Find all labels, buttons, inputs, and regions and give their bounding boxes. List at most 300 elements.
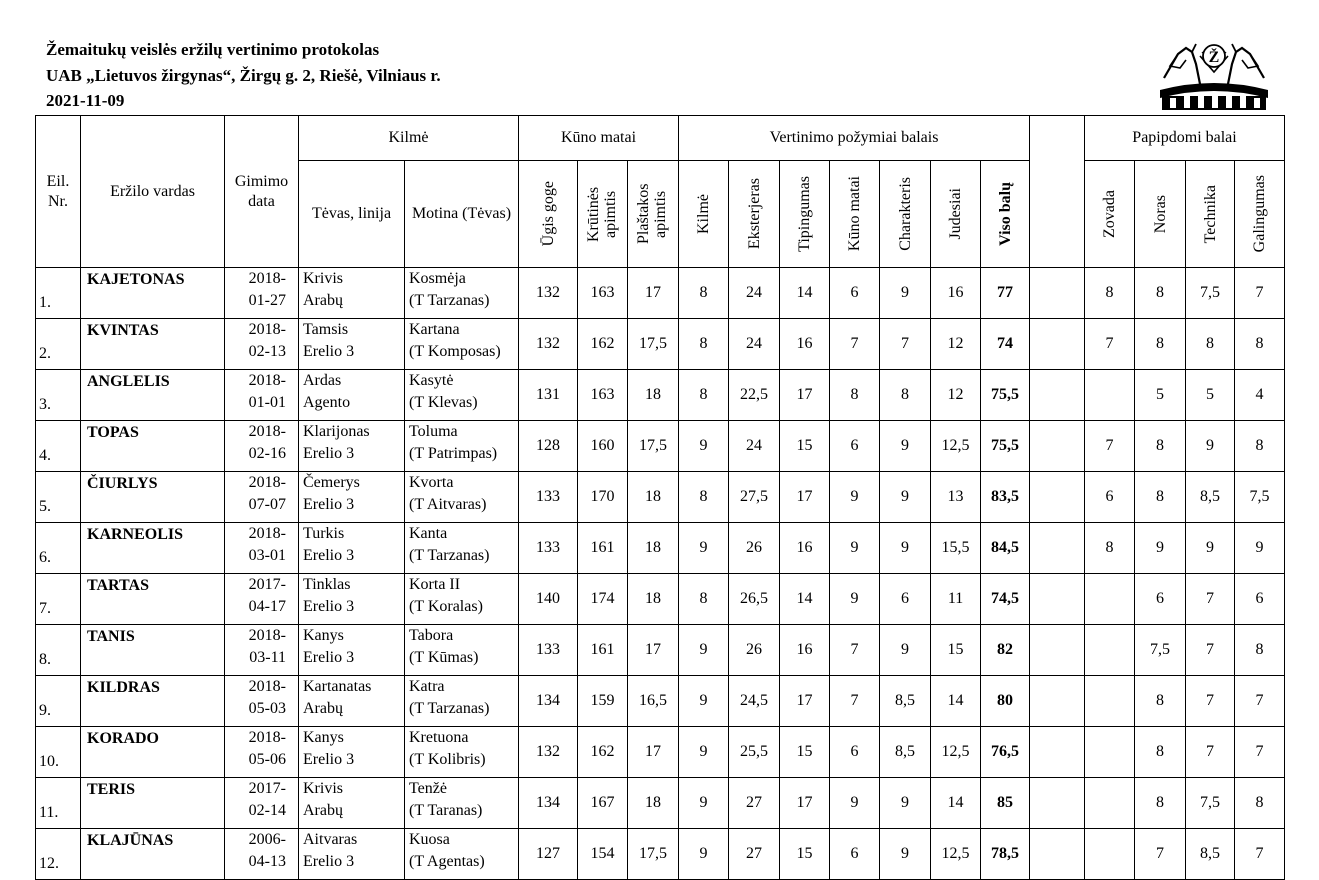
total-score: 76,5 [981, 727, 1030, 778]
stallion-name: TOPAS [81, 421, 225, 472]
col-group-body-measures: Kūno matai [519, 116, 679, 161]
power-score: 8 [1235, 625, 1285, 676]
typicality-score: 15 [780, 829, 830, 880]
mother-sire-line-2: (T Tarzanas) [409, 292, 490, 309]
chest-value: 162 [578, 319, 628, 370]
mother-sire [405, 778, 519, 829]
movement-score: 15,5 [931, 523, 981, 574]
character-score: 9 [880, 625, 931, 676]
zovada-score [1085, 574, 1135, 625]
mother-sire-line-1: Kvorta [409, 474, 454, 491]
zovada-score: 7 [1085, 319, 1135, 370]
height-value: 128 [519, 421, 578, 472]
height-value: 131 [519, 370, 578, 421]
company-address: UAB „Lietuvos žirgynas“, Žirgų g. 2, Riešė, Vilniaus r. [46, 66, 441, 85]
father-line [299, 319, 405, 370]
total-score: 74,5 [981, 574, 1030, 625]
father-line-line-2: Arabų [303, 292, 343, 309]
col-body-measures [830, 161, 880, 268]
movement-score: 12,5 [931, 727, 981, 778]
col-zovada [1085, 161, 1135, 268]
body-score: 7 [830, 319, 880, 370]
chest-value: 159 [578, 676, 628, 727]
empty-cell [1030, 829, 1085, 880]
stallion-name: TANIS [81, 625, 225, 676]
stallion-name: TARTAS [81, 574, 225, 625]
empty-cell [1030, 523, 1085, 574]
exterior-score: 24,5 [729, 676, 780, 727]
father-line-line-2: Erelio 3 [303, 853, 355, 870]
will-score: 8 [1135, 421, 1186, 472]
father-line-line-1: Kartanatas [303, 678, 372, 695]
zovada-score: 7 [1085, 421, 1135, 472]
col-father: Tėvas, linija [299, 161, 405, 268]
col-movement-label: Judesiai [947, 188, 965, 240]
col-eval-origin-label: Kilmė [695, 194, 713, 234]
exterior-score: 22,5 [729, 370, 780, 421]
stallion-name: KLAJŪNAS [81, 829, 225, 880]
exterior-score: 26 [729, 625, 780, 676]
father-line-line-2: Erelio 3 [303, 547, 355, 564]
col-mother: Motina (Tėvas) [405, 161, 519, 268]
birth-date-line-1: 2018- [248, 372, 286, 389]
mother-sire-line-2: (T Kūmas) [409, 649, 479, 666]
birth-date [225, 625, 299, 676]
character-score: 6 [880, 574, 931, 625]
technique-score: 7 [1186, 574, 1235, 625]
row-nr: 5. [36, 472, 81, 523]
character-score: 9 [880, 778, 931, 829]
mother-sire [405, 472, 519, 523]
character-score: 9 [880, 472, 931, 523]
will-score: 7 [1135, 829, 1186, 880]
col-character [880, 161, 931, 268]
father-line [299, 523, 405, 574]
chest-value: 174 [578, 574, 628, 625]
technique-score: 8,5 [1186, 829, 1235, 880]
evaluation-table [35, 115, 1285, 880]
zovada-score: 8 [1085, 523, 1135, 574]
origin-score: 8 [679, 268, 729, 319]
will-score: 8 [1135, 319, 1186, 370]
father-line-line-1: Ardas [303, 372, 342, 389]
wrist-value: 17 [628, 727, 679, 778]
will-score: 8 [1135, 472, 1186, 523]
total-score: 77 [981, 268, 1030, 319]
table-row [36, 268, 1285, 319]
height-value: 132 [519, 319, 578, 370]
movement-score: 16 [931, 268, 981, 319]
father-line-line-2: Agento [303, 394, 351, 411]
zovada-score [1085, 676, 1135, 727]
birth-date-line-1: 2018- [248, 474, 286, 491]
mother-sire-line-1: Tabora [409, 627, 454, 644]
col-group-origin: Kilmė [299, 116, 519, 161]
height-value: 133 [519, 625, 578, 676]
father-line [299, 778, 405, 829]
birth-date [225, 421, 299, 472]
empty-cell [1030, 574, 1085, 625]
empty-cell [1030, 370, 1085, 421]
height-value: 134 [519, 778, 578, 829]
zovada-score [1085, 370, 1135, 421]
stallion-name: KARNEOLIS [81, 523, 225, 574]
row-nr: 4. [36, 421, 81, 472]
birth-date [225, 778, 299, 829]
birth-date-line-1: 2018- [248, 321, 286, 338]
birth-date-line-2: 03-11 [249, 649, 286, 666]
technique-score: 9 [1186, 421, 1235, 472]
col-wrist-label: Plaštakos apimtis [635, 183, 669, 245]
row-nr: 8. [36, 625, 81, 676]
exterior-score: 25,5 [729, 727, 780, 778]
chest-value: 161 [578, 625, 628, 676]
empty-cell [1030, 268, 1085, 319]
will-score: 8 [1135, 778, 1186, 829]
mother-sire-line-1: Kuosa [409, 831, 450, 848]
father-line [299, 370, 405, 421]
mother-sire-line-1: Kasytė [409, 372, 454, 389]
row-nr: 6. [36, 523, 81, 574]
mother-sire-line-1: Kartana [409, 321, 460, 338]
chest-value: 162 [578, 727, 628, 778]
col-group-extra-points: Papipdomi balai [1085, 116, 1285, 161]
height-value: 132 [519, 727, 578, 778]
col-empty [1030, 116, 1085, 268]
total-score: 78,5 [981, 829, 1030, 880]
birth-date-line-1: 2018- [248, 423, 286, 440]
birth-date-line-1: 2018- [248, 729, 286, 746]
col-technique-label: Technika [1201, 184, 1219, 244]
col-chest-label: Krūtinės apimtis [584, 186, 619, 242]
movement-score: 11 [931, 574, 981, 625]
power-score: 8 [1235, 319, 1285, 370]
chest-value: 163 [578, 370, 628, 421]
father-line [299, 574, 405, 625]
typicality-score: 14 [780, 574, 830, 625]
table-row [36, 319, 1285, 370]
origin-score: 8 [679, 472, 729, 523]
col-movement [931, 161, 981, 268]
chest-value: 154 [578, 829, 628, 880]
birth-date-line-1: 2018- [248, 678, 286, 695]
exterior-score: 24 [729, 319, 780, 370]
mother-sire [405, 370, 519, 421]
father-line [299, 625, 405, 676]
birth-date-line-2: 01-27 [248, 292, 286, 309]
origin-score: 8 [679, 319, 729, 370]
father-line [299, 727, 405, 778]
father-line [299, 421, 405, 472]
zovada-score: 8 [1085, 268, 1135, 319]
movement-score: 14 [931, 778, 981, 829]
col-name: Eržilo vardas [81, 116, 225, 268]
mother-sire [405, 676, 519, 727]
col-eval-origin [679, 161, 729, 268]
father-line [299, 829, 405, 880]
father-line-line-1: Kanys [303, 729, 344, 746]
origin-score: 9 [679, 676, 729, 727]
technique-score: 8 [1186, 319, 1235, 370]
movement-score: 15 [931, 625, 981, 676]
wrist-value: 17 [628, 625, 679, 676]
col-power [1235, 161, 1285, 268]
table-row [36, 472, 1285, 523]
body-score: 7 [830, 625, 880, 676]
mother-sire-line-2: (T Aitvaras) [409, 496, 487, 513]
body-score: 9 [830, 778, 880, 829]
birth-date-line-2: 02-13 [248, 343, 286, 360]
row-nr: 11. [36, 778, 81, 829]
mother-sire [405, 523, 519, 574]
mother-sire-line-1: Kosmėja [409, 270, 466, 287]
height-value: 127 [519, 829, 578, 880]
empty-cell [1030, 676, 1085, 727]
origin-score: 9 [679, 829, 729, 880]
birth-date-line-1: 2018- [248, 525, 286, 542]
technique-score: 5 [1186, 370, 1235, 421]
birth-date-line-2: 04-17 [248, 598, 286, 615]
col-height-label: Ūgis goge [539, 181, 557, 247]
wrist-value: 18 [628, 472, 679, 523]
technique-score: 7,5 [1186, 778, 1235, 829]
body-score: 8 [830, 370, 880, 421]
typicality-score: 17 [780, 472, 830, 523]
mother-sire-line-1: Korta II [409, 576, 461, 593]
typicality-score: 17 [780, 778, 830, 829]
birth-date-line-2: 01-01 [248, 394, 286, 411]
mother-sire [405, 727, 519, 778]
wrist-value: 17 [628, 268, 679, 319]
table-row [36, 523, 1285, 574]
birth-date [225, 370, 299, 421]
mother-sire-line-1: Kretuona [409, 729, 469, 746]
birth-date-line-2: 05-06 [248, 751, 286, 768]
technique-score: 7,5 [1186, 268, 1235, 319]
col-power-label: Galingumas [1251, 175, 1269, 253]
total-score: 82 [981, 625, 1030, 676]
father-line [299, 268, 405, 319]
body-score: 7 [830, 676, 880, 727]
father-line-line-1: Tinklas [303, 576, 351, 593]
will-score: 8 [1135, 676, 1186, 727]
birth-date-line-1: 2017- [248, 780, 286, 797]
power-score: 7 [1235, 676, 1285, 727]
mother-sire-line-1: Toluma [409, 423, 458, 440]
father-line-line-1: Kanys [303, 627, 344, 644]
row-nr: 12. [36, 829, 81, 880]
wrist-value: 16,5 [628, 676, 679, 727]
row-nr: 3. [36, 370, 81, 421]
height-value: 132 [519, 268, 578, 319]
character-score: 8,5 [880, 727, 931, 778]
mother-sire [405, 421, 519, 472]
col-zovada-label: Zovada [1101, 190, 1119, 238]
chest-value: 170 [578, 472, 628, 523]
zovada-score [1085, 625, 1135, 676]
zovada-score [1085, 829, 1135, 880]
table-row [36, 574, 1285, 625]
total-score: 85 [981, 778, 1030, 829]
empty-cell [1030, 319, 1085, 370]
exterior-score: 26,5 [729, 574, 780, 625]
character-score: 9 [880, 829, 931, 880]
birth-date [225, 727, 299, 778]
col-will [1135, 161, 1186, 268]
body-score: 9 [830, 472, 880, 523]
col-typicality [780, 161, 830, 268]
father-line [299, 472, 405, 523]
father-line-line-1: Klarijonas [303, 423, 370, 440]
zovada-score [1085, 778, 1135, 829]
will-score: 5 [1135, 370, 1186, 421]
body-score: 9 [830, 574, 880, 625]
wrist-value: 18 [628, 523, 679, 574]
empty-cell [1030, 727, 1085, 778]
body-score: 9 [830, 523, 880, 574]
mother-sire-line-2: (T Klevas) [409, 394, 478, 411]
wrist-value: 18 [628, 370, 679, 421]
father-line-line-2: Erelio 3 [303, 445, 355, 462]
empty-cell [1030, 472, 1085, 523]
empty-cell [1030, 778, 1085, 829]
protocol-date: 2021-11-09 [46, 91, 125, 110]
col-group-evaluation: Vertinimo požymiai balais [679, 116, 1030, 161]
power-score: 7 [1235, 829, 1285, 880]
table-row [36, 829, 1285, 880]
origin-score: 9 [679, 625, 729, 676]
father-line-line-1: Aitvaras [303, 831, 358, 848]
col-exterior-label: Eksterjeras [745, 178, 763, 250]
birth-date-line-1: 2017- [248, 576, 286, 593]
character-score: 9 [880, 421, 931, 472]
table-row [36, 625, 1285, 676]
exterior-score: 27 [729, 778, 780, 829]
exterior-score: 27 [729, 829, 780, 880]
movement-score: 13 [931, 472, 981, 523]
movement-score: 14 [931, 676, 981, 727]
height-value: 134 [519, 676, 578, 727]
typicality-score: 15 [780, 727, 830, 778]
technique-score: 8,5 [1186, 472, 1235, 523]
power-score: 6 [1235, 574, 1285, 625]
will-score: 9 [1135, 523, 1186, 574]
col-typicality-label: Tipingumas [796, 176, 814, 252]
wrist-value: 17,5 [628, 829, 679, 880]
body-score: 6 [830, 268, 880, 319]
will-score: 8 [1135, 268, 1186, 319]
mother-sire-line-1: Tenžė [409, 780, 447, 797]
table-row [36, 370, 1285, 421]
father-line-line-1: Tamsis [303, 321, 349, 338]
origin-score: 9 [679, 523, 729, 574]
father-line-line-2: Erelio 3 [303, 343, 355, 360]
birth-date [225, 523, 299, 574]
power-score: 7 [1235, 268, 1285, 319]
mother-sire [405, 268, 519, 319]
total-score: 75,5 [981, 370, 1030, 421]
origin-score: 8 [679, 370, 729, 421]
wrist-value: 17,5 [628, 421, 679, 472]
typicality-score: 14 [780, 268, 830, 319]
birth-date-line-2: 04-13 [248, 853, 286, 870]
mother-sire-line-2: (T Agentas) [409, 853, 485, 870]
table-row [36, 421, 1285, 472]
movement-score: 12,5 [931, 829, 981, 880]
power-score: 7 [1235, 727, 1285, 778]
stallion-name: TERIS [81, 778, 225, 829]
birth-date-line-1: 2006- [248, 831, 286, 848]
total-score: 75,5 [981, 421, 1030, 472]
power-score: 7,5 [1235, 472, 1285, 523]
wrist-value: 18 [628, 574, 679, 625]
father-line-line-2: Erelio 3 [303, 598, 355, 615]
mother-sire-line-2: (T Taranas) [409, 802, 483, 819]
height-value: 133 [519, 523, 578, 574]
technique-score: 7 [1186, 676, 1235, 727]
father-line-line-2: Arabų [303, 802, 343, 819]
character-score: 9 [880, 523, 931, 574]
birth-date-line-1: 2018- [248, 270, 286, 287]
origin-score: 9 [679, 727, 729, 778]
movement-score: 12 [931, 319, 981, 370]
row-nr: 2. [36, 319, 81, 370]
mother-sire-line-2: (T Koralas) [409, 598, 483, 615]
mother-sire-line-2: (T Tarzanas) [409, 547, 490, 564]
power-score: 4 [1235, 370, 1285, 421]
birth-date [225, 829, 299, 880]
col-total-label: Viso balų [996, 182, 1014, 246]
typicality-score: 17 [780, 676, 830, 727]
zovada-score: 6 [1085, 472, 1135, 523]
total-score: 74 [981, 319, 1030, 370]
body-score: 6 [830, 727, 880, 778]
power-score: 8 [1235, 421, 1285, 472]
row-nr: 9. [36, 676, 81, 727]
col-height [519, 161, 578, 268]
col-total [981, 161, 1030, 268]
stallion-name: KORADO [81, 727, 225, 778]
stallion-name: KAJETONAS [81, 268, 225, 319]
father-line-line-2: Erelio 3 [303, 649, 355, 666]
birth-date-line-2: 03-01 [248, 547, 286, 564]
mother-sire-line-1: Kanta [409, 525, 448, 542]
mother-sire-line-1: Katra [409, 678, 445, 695]
col-nr: Eil. Nr. [36, 116, 81, 268]
height-value: 140 [519, 574, 578, 625]
birth-date [225, 676, 299, 727]
horse-heads-logo [1156, 38, 1272, 112]
birth-date [225, 472, 299, 523]
typicality-score: 16 [780, 523, 830, 574]
movement-score: 12 [931, 370, 981, 421]
typicality-score: 17 [780, 370, 830, 421]
birth-date [225, 574, 299, 625]
father-line-line-1: Čemerys [303, 474, 360, 491]
birth-date-line-2: 05-03 [248, 700, 286, 717]
row-nr: 10. [36, 727, 81, 778]
table-row [36, 778, 1285, 829]
will-score: 7,5 [1135, 625, 1186, 676]
movement-score: 12,5 [931, 421, 981, 472]
wrist-value: 17,5 [628, 319, 679, 370]
father-line-line-2: Arabų [303, 700, 343, 717]
power-score: 8 [1235, 778, 1285, 829]
typicality-score: 15 [780, 421, 830, 472]
technique-score: 9 [1186, 523, 1235, 574]
exterior-score: 24 [729, 268, 780, 319]
exterior-score: 27,5 [729, 472, 780, 523]
